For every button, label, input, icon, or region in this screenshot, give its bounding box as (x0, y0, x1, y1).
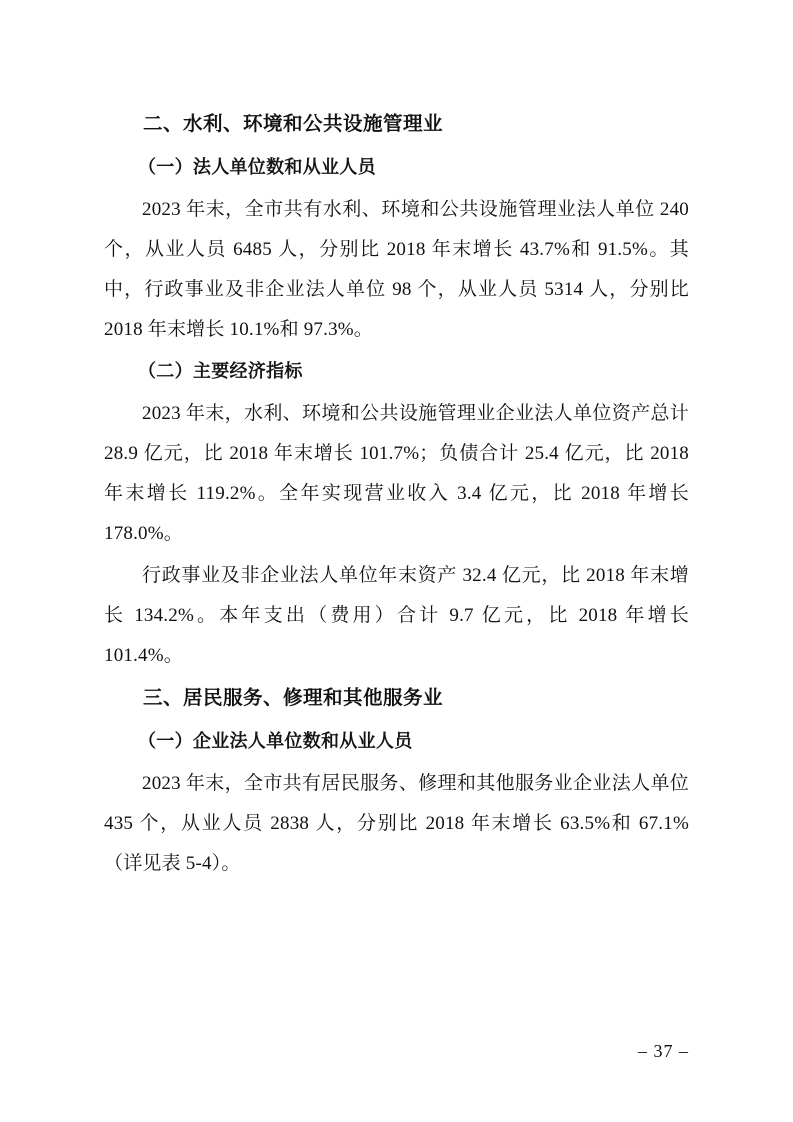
paragraph-legal-entities-employees: 2023 年末，全市共有水利、环境和公共设施管理业法人单位 240 个，从业人员 6485 人，分别比 2018 年末增长 43.7%和 91.5%。其中，行政事业及非企业法人单位 98 个，从业人员 5314 人，分别比 2018 年末增长 10.1%和 97.3%。 (104, 199, 689, 340)
document-body (104, 104, 689, 884)
paragraph-enterprise-assets: 2023 年末，水利、环境和公共设施管理业企业法人单位资产总计 28.9 亿元，比 2018 年末增长 101.7%；负债合计 25.4 亿元，比 2018 年末增长 119.2%。全年实现营业收入 3.4 亿元，比 2018 年增长 178.0%。 (104, 403, 689, 544)
section-heading-water-environment: 二、水利、环境和公共设施管理业 (143, 112, 444, 135)
paragraph-administrative-assets: 行政事业及非企业法人单位年末资产 32.4 亿元，比 2018 年末增长 134.2%。本年支出（费用）合计 9.7 亿元，比 2018 年增长 101.4%。 (104, 565, 689, 666)
paragraph-resident-services-entities: 2023 年末，全市共有居民服务、修理和其他服务业企业法人单位 435 个，从业人员 2838 人，分别比 2018 年末增长 63.5%和 67.1%（详见表 5-4）。 (104, 773, 689, 874)
subsection-heading-legal-entities-employees: （一）法人单位数和从业人员 (138, 157, 376, 178)
subsection-heading-main-economic-indicators: （二）主要经济指标 (138, 361, 303, 382)
subsection-heading-enterprise-entities-employees: （一）企业法人单位数和从业人员 (138, 731, 413, 752)
page-number: – 37 – (638, 1041, 689, 1061)
section-heading-resident-services: 三、居民服务、修理和其他服务业 (143, 686, 444, 709)
